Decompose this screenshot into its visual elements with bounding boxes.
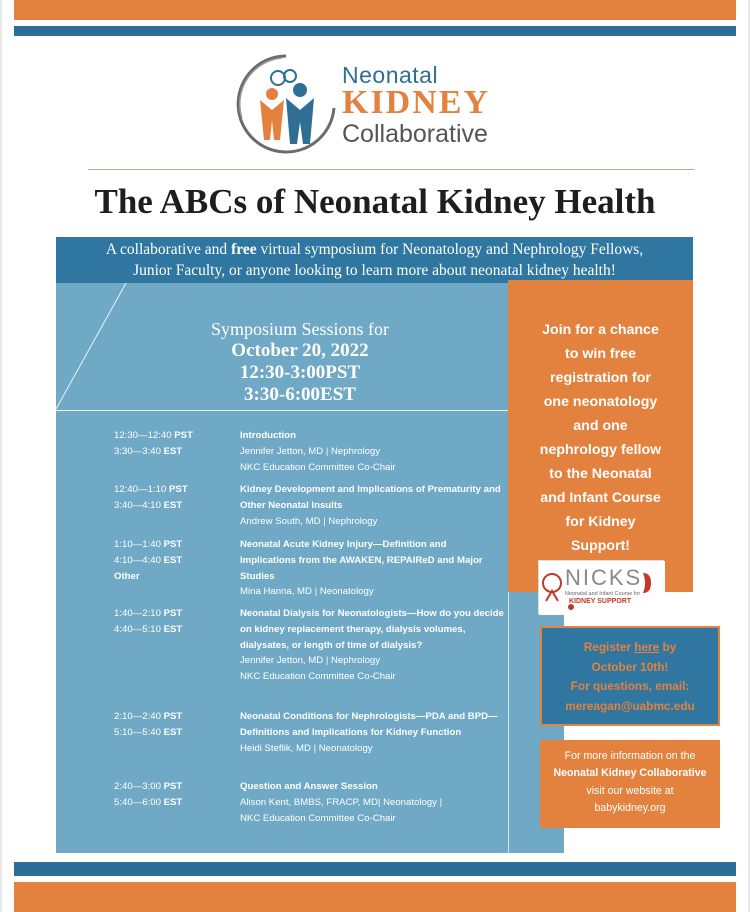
info-line-3: visit our website at xyxy=(586,784,674,797)
sessions-header-label: Symposium Sessions for xyxy=(210,319,390,339)
session-time-line: 3:30—3:40 EST xyxy=(114,445,183,457)
session-title: Neonatal Dialysis for Neonatologists—How do you decide on kidney replacement therapy, dialysis volumes, dialysates, or length of time of dialysis? xyxy=(240,608,504,651)
info-box xyxy=(540,740,720,828)
session-speaker: Andrew South, MD | Nephrology xyxy=(240,515,378,527)
bottom-blue-stripe xyxy=(14,862,736,876)
promo-line: one neonatology xyxy=(543,394,658,410)
session-time-line: 1:40—2:10 PST xyxy=(114,608,183,619)
questions-label: For questions, email: xyxy=(570,679,690,693)
session-description xyxy=(240,709,504,756)
banner-text-3: Junior Faculty, or anyone looking to learn more about neonatal kidney health! xyxy=(133,262,616,279)
session-speaker: Mina Hanna, MD | Neonatology xyxy=(240,586,374,598)
session-time-line: 12:30—12:40 PST xyxy=(114,430,193,441)
session-speaker: NKC Education Committee Co-Chair xyxy=(240,671,396,683)
session-speaker: Alison Kent, BMBS, FRACP, MD| Neonatology | xyxy=(240,796,443,808)
nicks-logo xyxy=(538,560,664,614)
top-blue-stripe xyxy=(14,26,736,36)
session-time-line: 4:10—4:40 EST xyxy=(114,554,183,566)
session-time-line: 4:40—5:10 EST xyxy=(114,623,183,635)
session-times xyxy=(114,537,236,584)
website-link[interactable]: babykidney.org xyxy=(594,802,666,815)
session-times xyxy=(114,606,236,638)
logo-circle-icon xyxy=(230,48,342,160)
session-time-line: 3:40—4:10 EST xyxy=(114,499,183,511)
promo-line: to win free xyxy=(565,346,636,362)
session-title: Neonatal Acute Kidney Injury—Definition and Implications from the AWAKEN, REPAIReD and Major Studies xyxy=(240,539,483,582)
session-time-line: 2:10—2:40 PST xyxy=(114,711,183,722)
sessions-time-est: 3:30-6:00EST xyxy=(244,384,356,405)
session-time-line: 5:40—6:00 EST xyxy=(114,796,183,808)
sessions-divider xyxy=(56,410,508,411)
banner-text-2: virtual symposium for Neonatology and Nephrology Fellows, xyxy=(256,241,644,258)
nkc-logo xyxy=(230,48,530,160)
session-title: Introduction xyxy=(240,430,296,441)
nicks-subtitle-1: Neonatal and Infant Course for xyxy=(565,591,641,597)
session-description xyxy=(240,606,504,685)
session-speaker: Jennifer Jetton, MD | Nephrology xyxy=(240,655,381,667)
register-link[interactable]: here xyxy=(634,640,660,654)
session-times xyxy=(114,779,236,811)
bottom-orange-stripe xyxy=(14,882,736,912)
banner-text-1: A collaborative and xyxy=(105,241,232,258)
session-speaker: NKC Education Committee Co-Chair xyxy=(240,461,396,473)
info-line-1: For more information on the xyxy=(564,750,696,762)
intro-banner xyxy=(56,237,693,283)
promo-line: for Kidney xyxy=(565,514,636,530)
session-times xyxy=(114,709,236,741)
session-speaker: NKC Education Committee Co-Chair xyxy=(240,812,396,824)
session-description xyxy=(240,537,504,600)
session-speaker: Jennifer Jetton, MD | Nephrology xyxy=(240,445,381,457)
nicks-subtitle-2: KIDNEY SUPPORT xyxy=(569,598,632,605)
logo-line-neonatal: Neonatal xyxy=(342,62,439,88)
register-deadline: October 10th! xyxy=(591,659,669,674)
session-speaker: Heidi Steflik, MD | Neonatology xyxy=(240,742,373,754)
sessions-date: October 20, 2022 xyxy=(231,340,369,361)
logo-line-collaborative: Collaborative xyxy=(342,120,488,148)
promo-line: and Infant Course xyxy=(540,490,661,506)
session-description xyxy=(240,428,504,475)
logo-line-kidney: KIDNEY xyxy=(342,84,491,121)
banner-free: free xyxy=(231,241,257,258)
nicks-title: NICKS xyxy=(565,565,643,590)
session-title: Kidney Development and Implications of Prematurity and Other Neonatal Insults xyxy=(240,484,501,511)
info-line-2: Neonatal Kidney Collaborative xyxy=(553,767,707,780)
promo-line: Join for a chance xyxy=(542,322,659,338)
session-title: Question and Answer Session xyxy=(240,781,378,792)
promo-line: nephrology fellow xyxy=(539,442,662,458)
top-orange-stripe xyxy=(14,0,736,20)
contact-email[interactable]: mereagan@uabmc.edu xyxy=(565,698,695,713)
promo-box xyxy=(508,280,693,592)
promo-line: registration for xyxy=(550,370,651,386)
session-times xyxy=(114,482,236,514)
promo-line: and one xyxy=(573,418,628,434)
sessions-time-pst: 12:30-3:00PST xyxy=(239,362,361,383)
promo-line: to the Neonatal xyxy=(549,466,652,482)
register-box xyxy=(540,626,720,726)
session-time-line: Other xyxy=(114,570,140,582)
sessions-header xyxy=(110,318,490,406)
session-time-line: 1:10—1:40 PST xyxy=(114,539,183,550)
page-title: The ABCs of Neonatal Kidney Health xyxy=(94,182,656,221)
session-time-line: 2:40—3:00 PST xyxy=(114,781,183,792)
session-time-line: 5:10—5:40 EST xyxy=(114,726,183,738)
session-time-line: 12:40—1:10 PST xyxy=(114,484,188,495)
session-title: Neonatal Conditions for Nephrologists—PDA and BPD—Definitions and Implications for Kidney Function xyxy=(240,711,498,738)
register-prefix: Register xyxy=(583,640,635,654)
session-description xyxy=(240,482,504,529)
session-description xyxy=(240,779,504,826)
title-divider xyxy=(88,169,694,170)
register-suffix: by xyxy=(659,640,677,654)
session-times xyxy=(114,428,236,460)
promo-line: Support! xyxy=(570,538,631,554)
